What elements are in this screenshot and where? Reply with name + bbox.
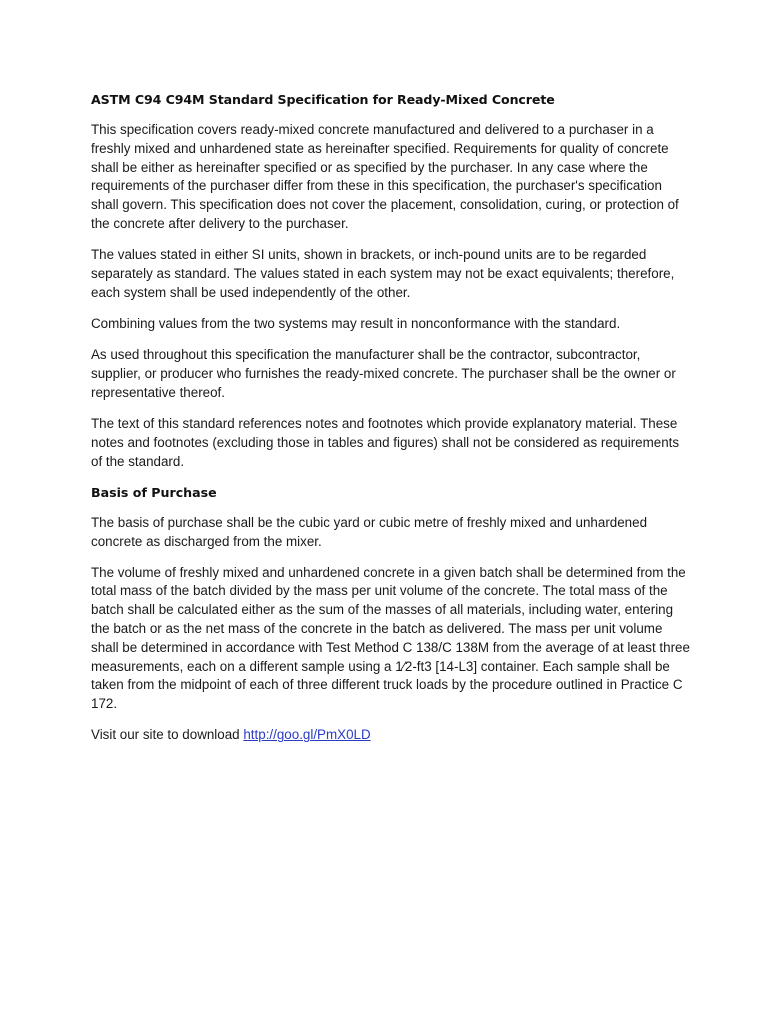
paragraph-combining: Combining values from the two systems may result in nonconformance with the standard. [91,315,621,331]
document-body [91,91,691,758]
paragraph-volume: The volume of freshly mixed and unhardened concrete in a given batch shall be determined from the total mass of the batch divided by the mass per unit volume of the concrete. The total mass of the batch shall be calculated either as the sum of the masses of all materials, including water, entering the batch or as the net mass of the concrete in the batch as delivered. The mass per unit volume shall be determined in accordance with Test Method C 138/C 138M from the average of at least three measurements, each on a different sample using a 1⁄2-ft3 [14-L3] container. Each sample shall be taken from the midpoint of each of three different truck loads by the procedure outlined in Practice C 172. [91,564,690,712]
paragraph-units: The values stated in either SI units, shown in brackets, or inch-pound units are to be regarded separately as standard. The values stated in each system may not be exact equivalents; therefore, each system shall be used independently of the other. [91,247,675,300]
paragraph-scope: This specification covers ready-mixed concrete manufactured and delivered to a purchaser in a freshly mixed and unhardened state as hereinafter specified. Requirements for quality of concrete shall be either as hereinafter specified or as specified by the purchaser. In any case where the requirements of the purchaser differ from these in this specification, the purchaser's specification shall govern. This specification does not cover the placement, consolidation, curing, or protection of the concrete after delivery to the purchaser. [91,122,679,231]
download-link[interactable]: http://goo.gl/PmX0LD [243,727,371,743]
download-prefix: Visit our site to download [91,727,244,743]
paragraph-basis: The basis of purchase shall be the cubic yard or cubic metre of freshly mixed and unhardened concrete as discharged from the mixer. [91,514,648,549]
paragraph-notes: The text of this standard references notes and footnotes which provide explanatory material. These notes and footnotes (excluding those in tables and figures) shall not be considered as requirements of the standard. [91,415,680,469]
paragraph-manufacturer: As used throughout this specification the manufacturer shall be the contractor, subcontractor, supplier, or producer who furnishes the ready-mixed concrete. The purchaser shall be the owner or representative thereof. [91,347,676,400]
download-line [91,726,691,745]
section-heading: Basis of Purchase [91,484,217,500]
document-title: ASTM C94 C94M Standard Specification for Ready-Mixed Concrete [91,92,555,107]
